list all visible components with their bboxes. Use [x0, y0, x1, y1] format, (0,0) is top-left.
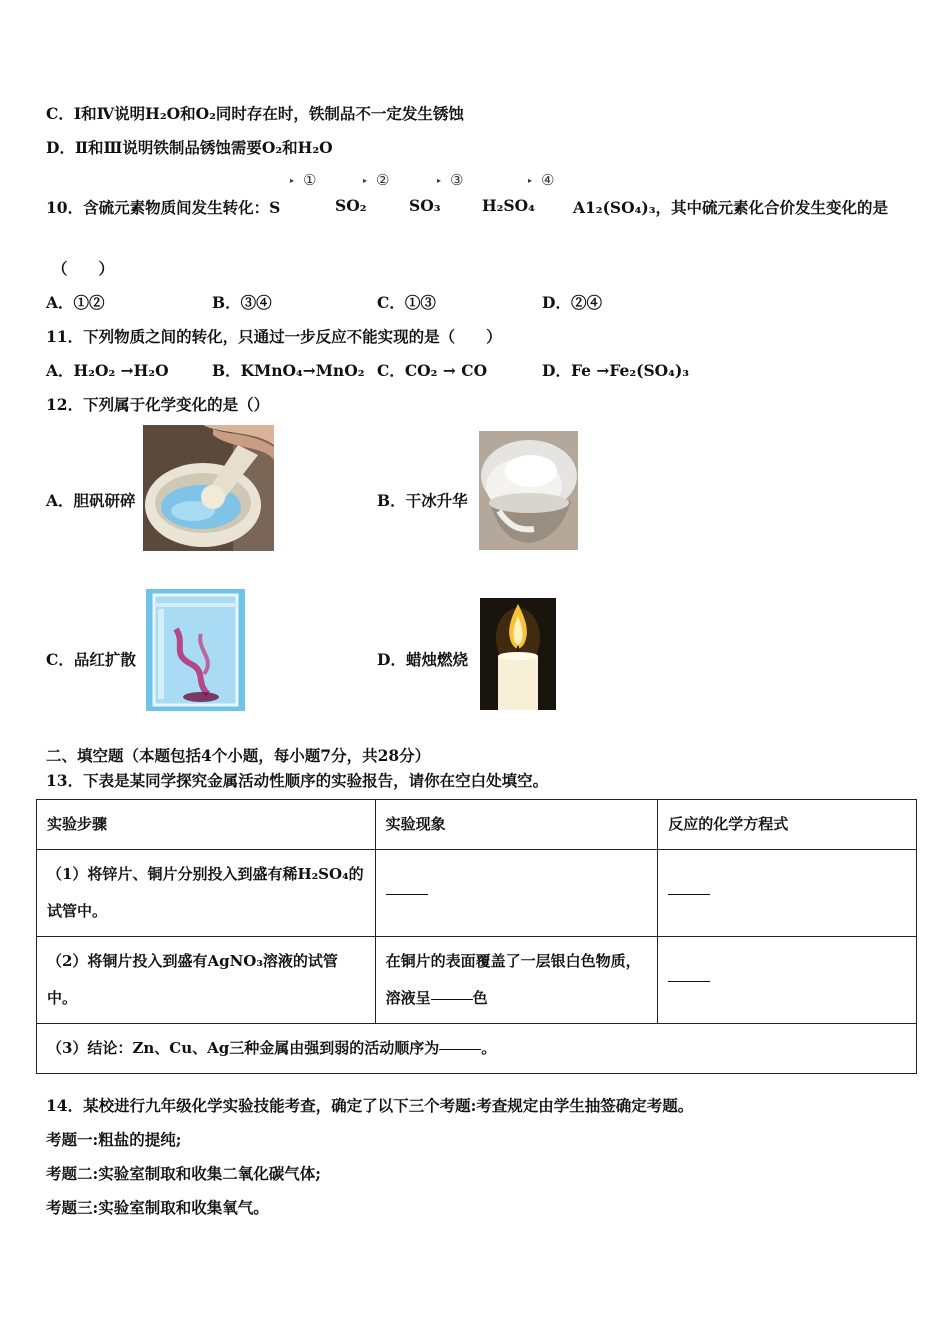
- q10-step-4: ④: [541, 171, 555, 189]
- table-header: 实验步骤: [37, 800, 376, 850]
- table-header: 反应的化学方程式: [658, 800, 917, 850]
- row2-obs-suffix: 色: [472, 989, 488, 1007]
- q11-option-b[interactable]: B．KMnO₄→MnO₂: [212, 361, 365, 380]
- table-row: [37, 937, 917, 1024]
- beaker-diffusion-image: [146, 589, 245, 711]
- candle-image: [480, 598, 556, 710]
- table-header-row: [37, 800, 917, 850]
- row1-observation: [375, 850, 658, 937]
- q12-option-d[interactable]: D．蜡烛燃烧: [377, 650, 468, 669]
- q14-topic-2: 考题二:实验室制取和收集二氧化碳气体;: [46, 1164, 321, 1183]
- experiment-table: [36, 799, 917, 1074]
- table-row: [37, 1024, 917, 1074]
- dry-ice-image: [479, 431, 578, 550]
- answer-blank[interactable]: [386, 893, 428, 895]
- arrow-head-icon: ▸: [437, 176, 442, 185]
- q14-topic-3: 考题三:实验室制取和收集氧气。: [46, 1198, 269, 1217]
- answer-blank[interactable]: [668, 980, 710, 982]
- q10-option-a[interactable]: A．①②: [46, 293, 105, 312]
- answer-blank[interactable]: [431, 998, 473, 1000]
- row1-equation: [658, 850, 917, 937]
- q11-option-d[interactable]: D．Fe →Fe₂(SO₄)₃: [542, 361, 690, 380]
- row2-step: （2）将铜片投入到盛有AgNO₃溶液的试管中。: [37, 937, 376, 1024]
- q10-step-2: ②: [376, 171, 390, 189]
- q10-species-so3: SO₃: [409, 196, 441, 215]
- row3-conclusion: [37, 1024, 917, 1074]
- q10-option-c[interactable]: C．①③: [377, 293, 436, 312]
- arrow-head-icon: ▸: [363, 176, 368, 185]
- q12-option-b[interactable]: B．干冰升华: [377, 491, 468, 510]
- q14-topic-1: 考题一:粗盐的提纯;: [46, 1130, 182, 1149]
- q12-text: 12．下列属于化学变化的是（）: [46, 395, 270, 414]
- q10-option-b[interactable]: B．③④: [212, 293, 272, 312]
- q10-species-h2so4: H₂SO₄: [482, 196, 535, 215]
- arrow-head-icon: ▸: [528, 176, 533, 185]
- answer-blank[interactable]: [668, 893, 710, 895]
- table-row: [37, 850, 917, 937]
- q10-species-so2: SO₂: [335, 196, 367, 215]
- mortar-pestle-image: [143, 425, 274, 551]
- q10-text: 10．含硫元素物质间发生转化：S: [46, 198, 281, 217]
- option-d-prev: D．Ⅱ和Ⅲ说明铁制品锈蚀需要O₂和H₂O: [46, 138, 333, 157]
- q14-text: 14．某校进行九年级化学实验技能考查，确定了以下三个考题:考查规定由学生抽签确定考题。: [46, 1096, 694, 1115]
- table-header: 实验现象: [375, 800, 658, 850]
- q11-option-c[interactable]: C．CO₂ → CO: [377, 361, 488, 380]
- q13-text: 13．下表是某同学探究金属活动性顺序的实验报告，请你在空白处填空。: [46, 771, 549, 790]
- row1-step: （1）将锌片、铜片分别投入到盛有稀H₂SO₄的试管中。: [37, 850, 376, 937]
- answer-blank[interactable]: [439, 1048, 481, 1050]
- row2-observation: [375, 937, 658, 1024]
- q12-option-c[interactable]: C．品红扩散: [46, 650, 136, 669]
- q10-step-3: ③: [450, 171, 464, 189]
- row2-obs-text: 在铜片的表面覆盖了一层银白色物质，溶液呈: [385, 952, 641, 1007]
- arrow-head-icon: ▸: [290, 176, 295, 185]
- q11-text: 11．下列物质之间的转化，只通过一步反应不能实现的是（ ）: [46, 327, 502, 346]
- option-c-prev: C．Ⅰ和Ⅳ说明H₂O和O₂同时存在时，铁制品不一定发生锈蚀: [46, 104, 464, 123]
- section-heading: 二、填空题（本题包括4个小题，每小题7分，共28分）: [46, 746, 431, 765]
- q12-option-a[interactable]: A．胆矾研碎: [46, 491, 136, 510]
- q11-option-a[interactable]: A．H₂O₂ →H₂O: [46, 361, 169, 380]
- row3-text: （3）结论：Zn、Cu、Ag三种金属由强到弱的活动顺序为: [47, 1039, 440, 1057]
- q10-option-d[interactable]: D．②④: [542, 293, 602, 312]
- row3-suffix: 。: [481, 1039, 497, 1057]
- q10-answer-paren: （ ）: [52, 259, 115, 278]
- q10-species-al2so43: A1₂(SO₄)₃，其中硫元素化合价发生变化的是: [573, 198, 889, 217]
- q10-step-1: ①: [303, 171, 317, 189]
- row2-equation: [658, 937, 917, 1024]
